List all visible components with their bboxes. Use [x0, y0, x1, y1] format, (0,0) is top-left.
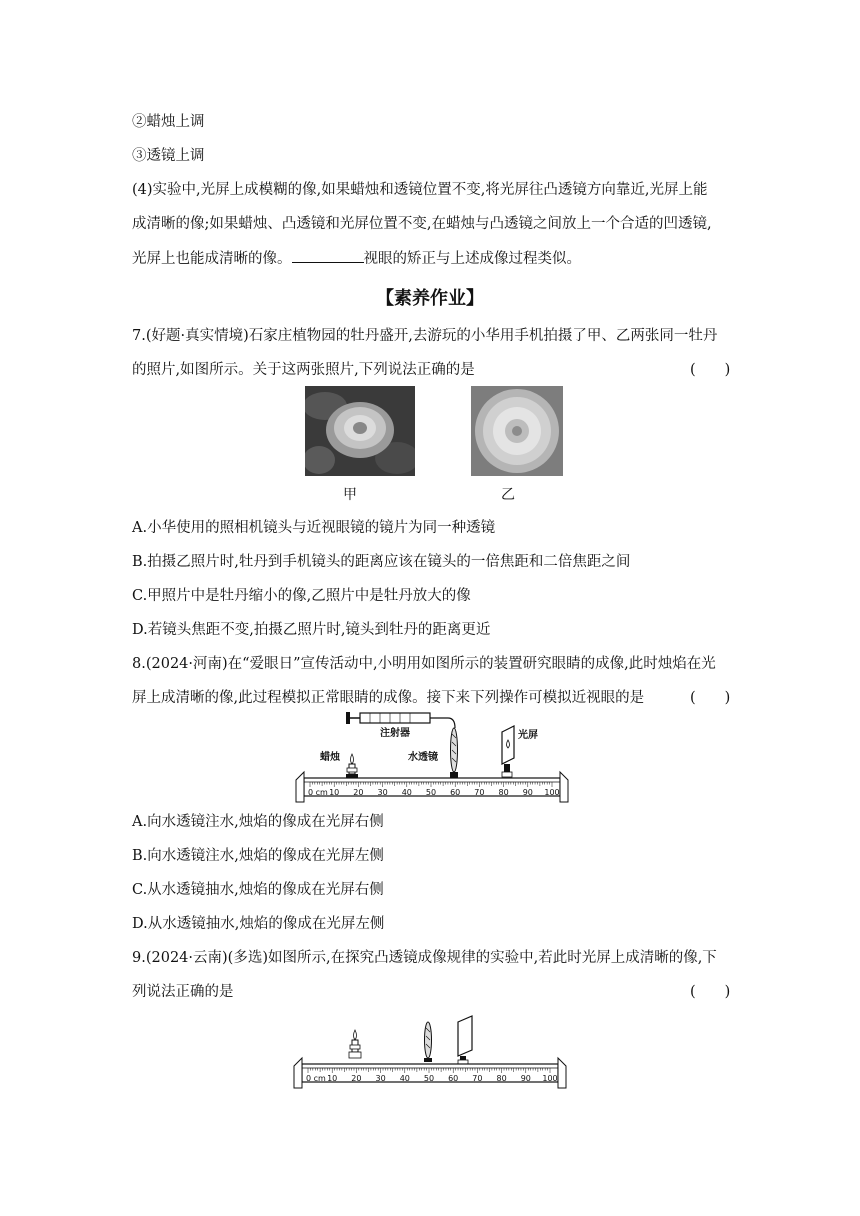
q4-line-1: (4)实验中,光屏上成模糊的像,如果蜡烛和透镜位置不变,将光屏往凸透镜方向靠近,光屏上能 [132, 182, 708, 198]
ruler-tick-label: 80 [496, 1074, 507, 1083]
ruler-tick-label: 30 [377, 788, 388, 797]
ruler-unit: 0 cm [308, 788, 328, 797]
answer-blank [292, 248, 364, 263]
ruler-tick-label: 30 [375, 1074, 386, 1083]
q7-line-1: 7.(好题·真实情境)石家庄植物园的牡丹盛开,去游玩的小华用手机拍摄了甲、乙两张同一牡丹 [132, 328, 718, 344]
q4-line-2: 成清晰的像;如果蜡烛、凸透镜和光屏位置不变,在蜡烛与凸透镜之间放上一个合适的凹透镜, [132, 216, 712, 232]
ruler-tick-label: 90 [522, 788, 533, 797]
ruler-tick-label: 20 [351, 1074, 362, 1083]
q8-apparatus-figure [290, 708, 575, 804]
ruler-tick-label: 60 [450, 788, 461, 797]
optical-bench [296, 772, 568, 802]
q7-line-2: 的照片,如图所示。关于这两张照片,下列说法正确的是 [132, 362, 475, 378]
ruler-tick-label: 100 [542, 1074, 558, 1083]
section-title: 【素养作业】 [376, 288, 484, 309]
ruler-tick-label: 70 [474, 788, 485, 797]
q8-option-b: B.向水透镜注水,烛焰的像成在光屏左侧 [132, 848, 384, 864]
ruler-tick-label: 50 [425, 788, 437, 797]
q7-option-a: A.小华使用的照相机镜头与近视眼镜的镜片为同一种透镜 [132, 520, 496, 536]
q9-line-2: 列说法正确的是 [132, 984, 234, 1000]
ruler-tick-label: 70 [472, 1074, 483, 1083]
candle-icon [349, 1030, 361, 1058]
ruler-tick-label: 10 [329, 788, 340, 797]
q9-line-1: 9.(2024·云南)(多选)如图所示,在探究凸透镜成像规律的实验中,若此时光屏上成清晰的像,下 [132, 950, 717, 966]
water-lens-icon [450, 728, 458, 778]
option-2: ②蜡烛上调 [132, 114, 205, 130]
ruler-tick-label: 50 [423, 1074, 435, 1083]
light-screen-icon [502, 726, 514, 777]
lens-label: 水透镜 [408, 752, 438, 763]
q4-line-3 [132, 248, 581, 269]
q8-option-c: C.从水透镜抽水,烛焰的像成在光屏右侧 [132, 882, 384, 898]
screen-label: 光屏 [518, 730, 538, 741]
q8-line-1: 8.(2024·河南)在“爱眼日”宣传活动中,小明用如图所示的装置研究眼睛的成像,此时烛焰在光 [132, 656, 716, 672]
syringe-label: 注射器 [380, 728, 410, 739]
ruler-tick-label: 90 [520, 1074, 531, 1083]
ruler-tick-label: 20 [353, 788, 364, 797]
q7-option-d: D.若镜头焦距不变,拍摄乙照片时,镜头到牡丹的距离更近 [132, 622, 491, 638]
q8-answer-bracket: ( ) [690, 690, 731, 706]
optical-bench [294, 1058, 566, 1088]
light-screen-icon [458, 1016, 472, 1064]
q7-answer-bracket: ( ) [690, 362, 731, 378]
q8-line-2: 屏上成清晰的像,此过程模拟正常眼睛的成像。接下来下列操作可模拟近视眼的是 [132, 690, 645, 706]
q9-answer-bracket: ( ) [690, 984, 731, 1000]
photo-b-caption: 乙 [501, 487, 515, 503]
ruler-tick-label: 100 [544, 788, 560, 797]
ruler-tick-label: 80 [498, 788, 509, 797]
q4-line-3-pre: 光屏上也能成清晰的像。 [132, 251, 292, 267]
q4-line-3-post: 视眼的矫正与上述成像过程类似。 [363, 251, 581, 267]
convex-lens-icon [424, 1022, 432, 1062]
peony-photo-a [305, 386, 415, 476]
syringe-icon [346, 712, 455, 728]
option-3: ③透镜上调 [132, 148, 205, 164]
ruler-tick-label: 10 [327, 1074, 338, 1083]
q8-option-a: A.向水透镜注水,烛焰的像成在光屏右侧 [132, 814, 384, 830]
ruler-tick-label: 40 [399, 1074, 410, 1083]
ruler-tick-label: 40 [401, 788, 412, 797]
candle-icon [346, 754, 358, 778]
q8-option-d: D.从水透镜抽水,烛焰的像成在光屏左侧 [132, 916, 385, 932]
ruler-unit: 0 cm [306, 1074, 326, 1083]
q9-apparatus-figure [288, 1008, 573, 1094]
ruler-tick-label: 60 [448, 1074, 459, 1083]
q7-option-c: C.甲照片中是牡丹缩小的像,乙照片中是牡丹放大的像 [132, 588, 471, 604]
peony-photo-b [462, 386, 572, 476]
candle-label: 蜡烛 [320, 752, 340, 763]
q7-option-b: B.拍摄乙照片时,牡丹到手机镜头的距离应该在镜头的一倍焦距和二倍焦距之间 [132, 554, 631, 570]
photo-a-caption: 甲 [343, 487, 357, 503]
